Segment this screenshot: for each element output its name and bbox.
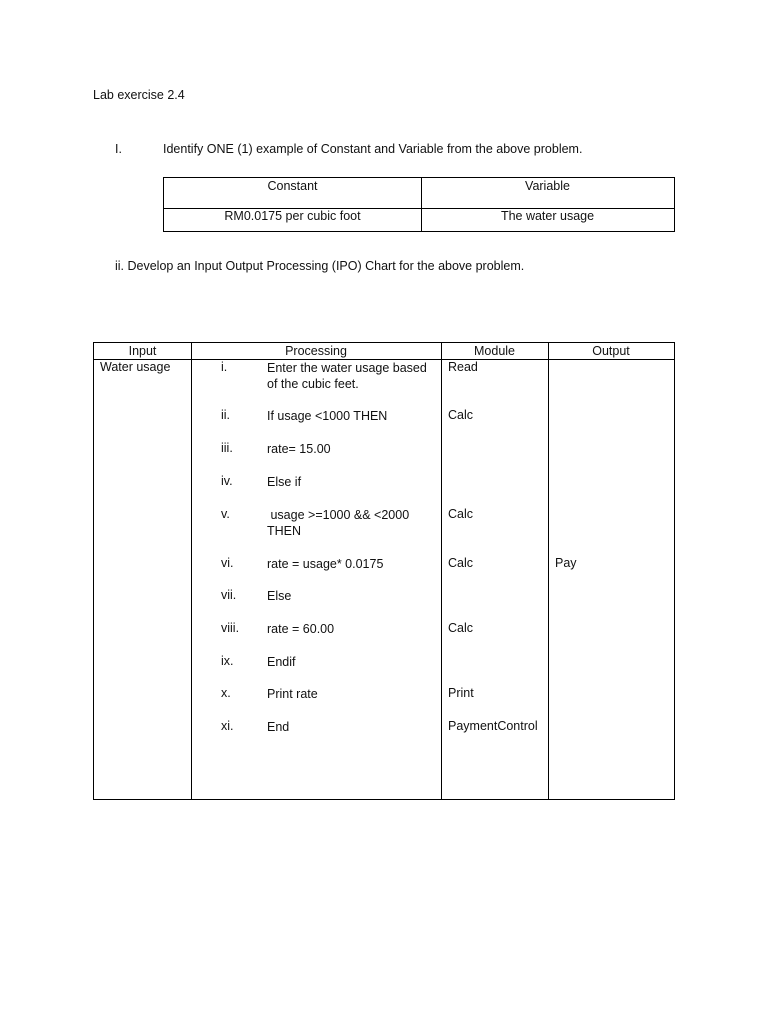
variable-header: Variable xyxy=(525,179,570,193)
step-module: PaymentControl xyxy=(448,719,538,733)
step-module: Read xyxy=(448,360,478,374)
table-divider xyxy=(548,343,549,799)
step-number: vi. xyxy=(221,556,234,570)
step-number: ii. xyxy=(221,408,231,422)
output-value: Pay xyxy=(555,556,577,570)
module-header: Module xyxy=(474,344,515,358)
table-divider xyxy=(441,343,442,799)
step-number: vii. xyxy=(221,588,237,602)
question-2-text: ii. Develop an Input Output Processing (IPO) Chart for the above problem. xyxy=(115,259,525,273)
step-number: x. xyxy=(221,686,231,700)
table-divider xyxy=(191,343,192,799)
variable-value: The water usage xyxy=(500,209,595,223)
document-heading: Lab exercise 2.4 xyxy=(93,88,185,102)
step-module: Calc xyxy=(448,408,474,422)
processing-header: Processing xyxy=(285,344,347,358)
step-number: ix. xyxy=(221,654,234,668)
input-header: Input xyxy=(128,344,157,358)
step-number: iii. xyxy=(221,441,233,455)
step-module: Calc xyxy=(448,556,474,570)
step-text: rate = usage* 0.0175 xyxy=(267,557,384,571)
step-number: v. xyxy=(221,507,230,521)
step-text: Enter the water usage based of the cubic feet. xyxy=(267,361,427,391)
step-text: Endif xyxy=(267,655,296,669)
input-value: Water usage xyxy=(100,360,171,374)
constant-value: RM0.0175 per cubic foot xyxy=(224,209,361,223)
constant-header: Constant xyxy=(267,179,318,193)
step-number: i. xyxy=(221,360,228,374)
step-text: Print rate xyxy=(267,687,318,701)
ipo-chart-table xyxy=(93,342,675,800)
step-number: iv. xyxy=(221,474,233,488)
step-module: Calc xyxy=(448,621,474,635)
step-number: xi. xyxy=(221,719,234,733)
step-number: viii. xyxy=(221,621,240,635)
step-text: rate= 15.00 xyxy=(267,442,331,456)
step-text: End xyxy=(267,720,290,734)
constant-variable-table xyxy=(163,177,675,232)
step-module: Print xyxy=(448,686,474,700)
question-1-text: Identify ONE (1) example of Constant and Variable from the above problem. xyxy=(163,142,583,156)
question-1-number: I. xyxy=(115,142,122,156)
output-header: Output xyxy=(592,344,630,358)
step-text: usage >=1000 && <2000 THEN xyxy=(267,508,413,538)
step-module: Calc xyxy=(448,507,474,521)
step-text: Else if xyxy=(267,475,302,489)
step-text: Else xyxy=(267,589,292,603)
step-text: If usage <1000 THEN xyxy=(267,409,388,423)
step-text: rate = 60.00 xyxy=(267,622,335,636)
